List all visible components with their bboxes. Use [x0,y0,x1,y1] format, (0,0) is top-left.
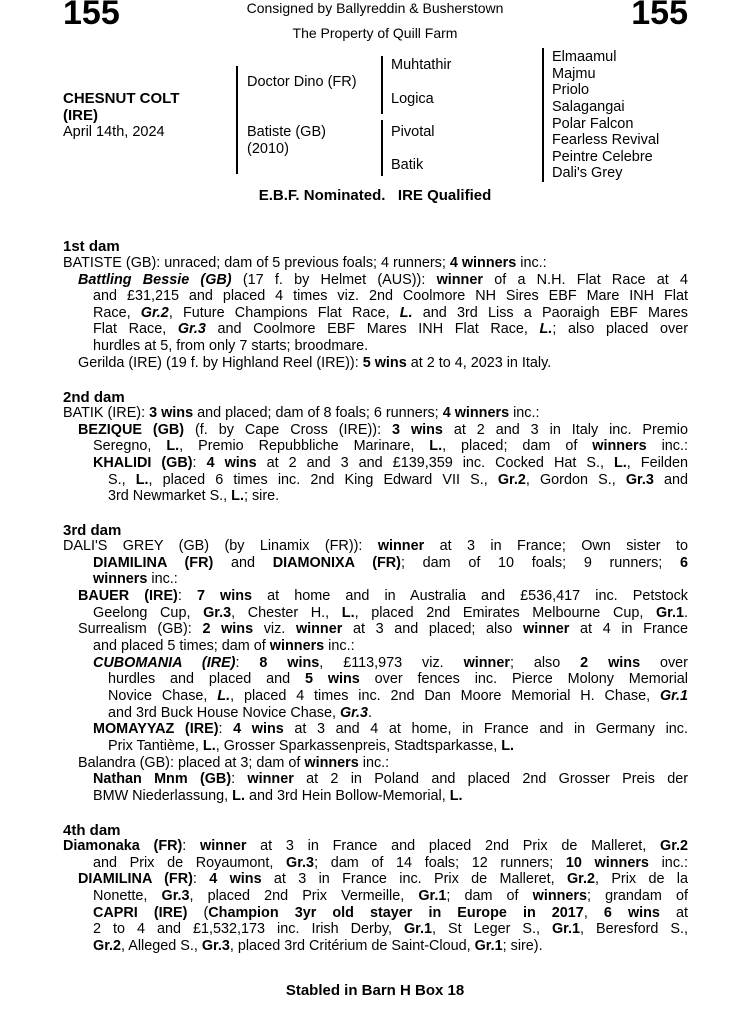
text-run: at 3 and placed; also [342,621,524,637]
text-run: at 2 and 3 and £139,359 inc. Cocked Hat S., [256,455,614,471]
pedigree-grandparent: Logica [391,91,434,107]
text-run: at 4 in France [569,621,688,637]
pedigree-great-grandparent: Elmaamul [552,49,617,65]
text-run: over [640,655,688,671]
text-run: Race, [93,305,141,321]
text-run: inc.: [646,438,688,454]
text-line [108,738,514,755]
emphasis-text: 6 wins [603,905,660,921]
text-line [93,655,688,672]
emphasis-text: Champion 3yr old stayer in Europe in 2017 [208,905,584,921]
emphasis-text: winners [93,571,148,587]
emphasis-text: Gr.2 [93,938,122,954]
pedigree-great-grandparent: Polar Falcon [552,116,634,132]
emphasis-text: L. [501,738,515,754]
text-line [93,788,463,805]
text-line [108,472,688,489]
lot-number-right: 155 [631,0,688,32]
text-run: : [177,588,197,604]
pedigree-bracket-sire [381,56,383,114]
emphasis-text: winners [304,755,359,771]
text-line [93,571,178,588]
section-title: 2nd dam [63,389,125,406]
emphasis-text: Gr.3 [286,855,315,871]
emphasis-text: Gr.3 [625,472,654,488]
emphasis-text: BEZIQUE (GB) [78,422,185,438]
text-run: : [182,838,201,854]
text-run: DALI'S GREY (GB) (by Linamix (FR)): [63,538,378,554]
text-run: ; sire). [502,938,543,954]
text-line [63,838,688,855]
text-run: inc.: [147,571,178,587]
text-line [78,355,551,372]
text-run: Prix Tantième, [108,738,203,754]
emphasis-text: L. [202,738,216,754]
text-run: BATISTE (GB): unraced; dam of 5 previous foals; 4 runners; [63,255,450,271]
emphasis-text: L. [341,605,355,621]
text-run: ; dam of [446,888,533,904]
text-line [93,771,688,788]
text-run: and 3rd Hein Bollow-Memorial, [244,788,450,804]
emphasis-text: Gr.2 [140,305,169,321]
text-run: at 2 and 3 in Italy inc. Premio [442,422,688,438]
emphasis-text: Gr.2 [660,838,689,854]
text-run: , £113,973 viz. [319,655,464,671]
emphasis-text: L. [166,438,180,454]
emphasis-text: Gr.3 [201,938,230,954]
pedigree-dam: Batiste (GB) [247,124,326,140]
horse-country: (IRE) [63,107,98,124]
text-run: inc.: [358,755,390,771]
emphasis-text: CAPRI (IRE) [93,905,188,921]
text-run: , Gordon S., [525,472,626,488]
text-line [108,488,279,505]
text-run: , placed 2nd Emirates Melbourne Cup, [354,605,656,621]
horse-description: CHESNUT COLT [63,90,180,107]
emphasis-text: winner [295,621,343,637]
text-run: , placed 2nd Prix Vermeille, [189,888,419,904]
text-run: , Premio Repubbliche Marinare, [179,438,430,454]
emphasis-text: Gr.3 [161,888,190,904]
pedigree-sire: Doctor Dino (FR) [247,74,357,90]
text-run: , Grosser Sparkassenpreis, Stadtsparkasse, [215,738,502,754]
pedigree-grandparent: Pivotal [391,124,435,140]
text-run: ; sire. [243,488,280,504]
pedigree-grandparent: Muhtathir [391,57,452,73]
text-line [93,455,688,472]
text-run: ; dam of 10 foals; 9 runners; [400,555,680,571]
text-line [63,405,539,422]
text-line [93,938,543,955]
text-run: and £31,215 and placed 4 times viz. 2nd Coolmore NH Sires EBF Mare INH Flat [93,288,688,304]
text-run: and Coolmore EBF Mares INH Flat Race, [205,321,540,337]
text-run: and placed; dam of 8 foals; 6 runners; [193,405,443,421]
emphasis-text: L. [231,488,244,504]
text-run: Gerilda (IRE) (19 f. by Highland Reel (IRE)): [78,355,363,371]
text-run: Flat Race, [93,321,178,337]
emphasis-text: 10 winners [565,855,649,871]
text-line [93,321,688,338]
emphasis-text: L. [429,438,443,454]
section-title: 1st dam [63,238,120,255]
emphasis-text: Gr.1 [551,921,580,937]
emphasis-text: 5 wins [304,671,360,687]
text-run: and 3rd Liss a Paoraigh EBF Mares [412,305,688,321]
text-line [93,288,688,305]
emphasis-text: 4 winners [442,405,510,421]
emphasis-text: 4 wins [206,455,257,471]
emphasis-text: winner [247,771,294,787]
text-run: inc.: [324,638,355,654]
text-run: 3rd Newmarket S., [108,488,232,504]
emphasis-text: 3 wins [392,422,443,438]
text-run: Balandra (GB): placed at 3; dam of [78,755,305,771]
emphasis-text: MOMAYYAZ (IRE) [93,721,219,737]
text-run: : [218,721,234,737]
text-line [78,755,389,772]
text-line [93,855,688,872]
text-run: . [368,705,372,721]
emphasis-text: winners [532,888,588,904]
text-line [93,921,688,938]
text-run: inc.: [516,255,547,271]
text-line [78,871,688,888]
text-run: at 3 in France inc. Prix de Malleret, [261,871,567,887]
pedigree-great-grandparent: Fearless Revival [552,132,660,148]
emphasis-text: 4 wins [209,871,262,887]
text-line [78,588,688,605]
emphasis-text: Gr.1 [659,688,688,704]
text-run: at 3 in France and placed 2nd Prix de Malleret, [246,838,660,854]
text-line [78,621,688,638]
emphasis-text: 5 wins [362,355,407,371]
emphasis-text: L. [135,472,149,488]
emphasis-text: Gr.1 [655,605,684,621]
text-run: at 3 and 4 at home, in France and in Germany inc. [283,721,688,737]
pedigree-bracket-dam [381,120,383,176]
text-run: Seregno, [93,438,167,454]
text-run: , Alleged S., [121,938,202,954]
emphasis-text: CUBOMANIA (IRE) [93,655,236,671]
pedigree-great-grandparent: Salagangai [552,99,625,115]
text-line [78,272,688,289]
text-run: at 2 in Poland and placed 2nd Grosser Preis der [293,771,689,787]
emphasis-text: Nathan Mnm (GB) [93,771,232,787]
text-line [63,255,547,272]
text-run: ; dam of 14 foals; 12 runners; [314,855,566,871]
text-run: : [192,455,207,471]
text-run: , Future Champions Flat Race, [168,305,400,321]
text-run: Nonette, [93,888,162,904]
emphasis-text: L. [449,788,463,804]
emphasis-text: 4 winners [449,255,517,271]
emphasis-text: Gr.2 [566,871,595,887]
text-line [108,688,688,705]
text-run: hurdles and placed and [108,671,305,687]
text-run: at 3 in France; Own sister to [424,538,688,554]
text-run: at [659,905,688,921]
section-title: 3rd dam [63,522,122,539]
emphasis-text: winner [523,621,570,637]
emphasis-text: winners [269,638,325,654]
text-run: , Chester H., [231,605,342,621]
property-of: The Property of Quill Farm [292,25,458,41]
text-run: , [583,905,604,921]
text-line [78,422,688,439]
emphasis-text: L. [232,788,245,804]
text-run: , placed 6 times inc. 2nd King Edward VII S., [148,472,498,488]
text-run: S., [108,472,136,488]
emphasis-text: KHALIDI (GB) [93,455,193,471]
emphasis-text: Battling Bessie (GB) [78,272,232,288]
nominations: E.B.F. Nominated. IRE Qualified [258,187,492,204]
text-run: and placed 5 times; dam of [93,638,270,654]
emphasis-text: winner [463,655,510,671]
emphasis-text: BAUER (IRE) [78,588,178,604]
text-run: BATIK (IRE): [63,405,150,421]
lot-number-left: 155 [63,0,120,32]
text-line [93,888,688,905]
emphasis-text: 6 [680,555,689,571]
text-line [93,605,688,622]
emphasis-text: winner [436,272,483,288]
text-run: , Prix de la [595,871,688,887]
text-run: and 3rd Buck House Novice Chase, [108,705,340,721]
text-run: at home and in Australia and £536,417 inc. Petstock [252,588,688,604]
text-line [93,905,688,922]
stabling-info: Stabled in Barn H Box 18 [285,982,465,999]
pedigree-bracket-ancestors [542,48,544,182]
text-run: 2 to 4 and £1,532,173 inc. Irish Derby, [93,921,404,937]
emphasis-text: 4 wins [233,721,284,737]
emphasis-text: DIAMILINA (FR) [78,871,193,887]
emphasis-text: Gr.3 [339,705,368,721]
text-run: inc.: [648,855,689,871]
emphasis-text: Gr.2 [497,472,526,488]
emphasis-text: Gr.1 [403,921,432,937]
emphasis-text: L. [217,688,231,704]
emphasis-text: Gr.1 [418,888,447,904]
foaling-date: April 14th, 2024 [63,124,165,140]
emphasis-text: 7 wins [196,588,253,604]
text-run: (17 f. by Helmet (AUS)): [231,272,437,288]
emphasis-text: Gr.3 [177,321,206,337]
emphasis-text: Diamonaka (FR) [63,838,183,854]
text-run: over fences inc. Pierce Molony Memorial [359,671,688,687]
text-run: ; also [509,655,581,671]
text-run: . [684,605,688,621]
text-run: : [231,771,248,787]
emphasis-text: winners [592,438,647,454]
text-run: Geelong Cup, [93,605,204,621]
text-run: and Prix de Royaumont, [93,855,287,871]
emphasis-text: Gr.1 [474,938,503,954]
pedigree-great-grandparent: Majmu [552,66,596,82]
text-run: of a N.H. Flat Race at 4 [482,272,688,288]
pedigree-great-grandparent: Dali's Grey [552,165,623,181]
emphasis-text: Gr.3 [203,605,232,621]
text-run: ; also placed over [552,321,688,337]
text-run: ; grandam of [587,888,688,904]
emphasis-text: 3 wins [149,405,194,421]
text-run: and [213,555,273,571]
text-line [93,555,688,572]
text-run: viz. [253,621,296,637]
text-run: at 2 to 4, 2023 in Italy. [406,355,552,371]
pedigree-bracket-parents [236,66,238,174]
consignor: Consigned by Ballyreddin & Busherstown [246,0,504,16]
text-run: , Beresford S., [580,921,688,937]
text-run: : [235,655,260,671]
pedigree-dam-year: (2010) [247,141,289,157]
text-line [63,538,688,555]
text-line [93,638,355,655]
text-run: inc.: [509,405,540,421]
emphasis-text: L. [613,455,627,471]
text-run: hurdles at 5, from only 7 starts; broodmare. [93,338,369,354]
text-run: , placed 4 times inc. 2nd Dan Moore Memorial H. Chase, [230,688,660,704]
text-line [93,438,688,455]
text-run: , St Leger S., [431,921,552,937]
text-run: , Feilden [626,455,688,471]
pedigree-great-grandparent: Priolo [552,82,590,98]
emphasis-text: winner [377,538,425,554]
text-line [93,721,688,738]
emphasis-text: L. [539,321,553,337]
text-run: and [653,472,689,488]
text-run: Surrealism (GB): [78,621,203,637]
text-run: , placed; dam of [442,438,593,454]
text-run: : [192,871,210,887]
pedigree-great-grandparent: Peintre Celebre [552,149,653,165]
section-title: 4th dam [63,822,121,839]
text-line [108,671,688,688]
text-run: (f. by Cape Cross (IRE)): [184,422,393,438]
emphasis-text: L. [399,305,413,321]
text-run: ( [187,905,209,921]
pedigree-grandparent: Batik [391,157,424,173]
emphasis-text: winner [200,838,247,854]
text-run: Novice Chase, [108,688,218,704]
emphasis-text: DIAMONIXA (FR) [272,555,401,571]
text-line [108,705,372,722]
emphasis-text: 8 wins [259,655,320,671]
text-line [93,338,368,355]
emphasis-text: DIAMILINA (FR) [93,555,214,571]
emphasis-text: 2 wins [580,655,641,671]
text-run: BMW Niederlassung, [93,788,233,804]
text-line [93,305,688,322]
text-run: , placed 3rd Critérium de Saint-Cloud, [229,938,475,954]
emphasis-text: 2 wins [202,621,254,637]
